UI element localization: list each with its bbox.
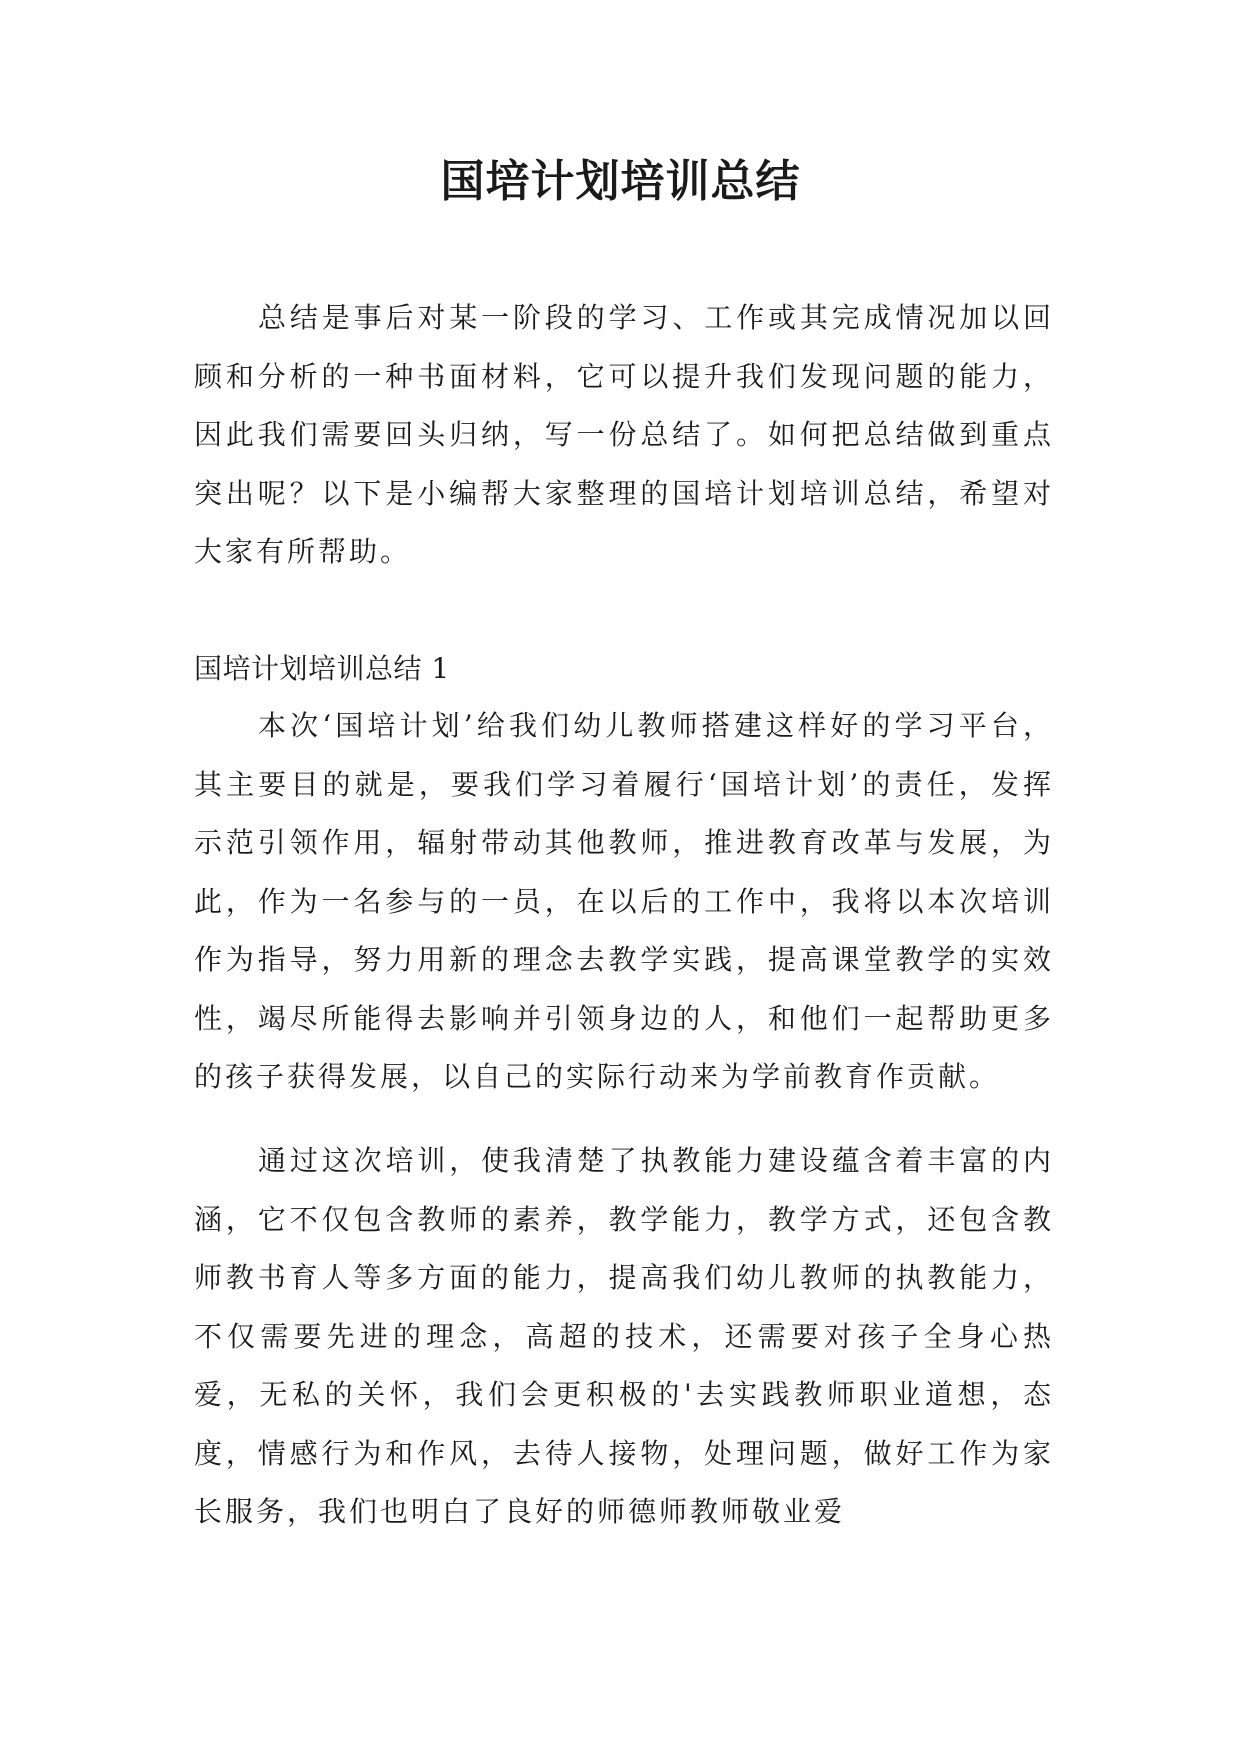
document-title: 国培计划培训总结 bbox=[440, 156, 801, 207]
body-paragraph-1: 本次‘国培计划’给我们幼儿教师搭建这样好的学习平台，其主要目的就是，要我们学习着履行‘国培计划’的责任，发挥示范引领作用，辐射带动其他教师，推进教育改革与发展，为此，作为一名参与的一员，在以后的工作中，我将以本次培训作为指导，努力用新的理念去教学实践，提高课堂教学的实效性，竭尽所能得去影响并引领身边的人，和他们一起帮助更多的孩子获得发展，以自己的实际行动来为学前教育作贡献。 bbox=[194, 709, 1054, 1093]
body-paragraph-2: 通过这次培训，使我清楚了执教能力建设蕴含着丰富的内涵，它不仅包含教师的素养，教学能力，教学方式，还包含教师教书育人等多方面的能力，提高我们幼儿教师的执教能力，不仅需要先进的理念，高超的技术，还需要对孩子全身心热爱，无私的关怀，我们会更积极的'去实践教师职业道想，态度，情感行为和作风，去待人接物，处理问题，做好工作为家长服务，我们也明白了良好的师德师教师敬业爱 bbox=[194, 1144, 1054, 1528]
section-heading: 国培计划培训总结 1 bbox=[194, 652, 450, 685]
intro-paragraph: 总结是事后对某一阶段的学习、工作或其完成情况加以回顾和分析的一种书面材料，它可以提升我们发现问题的能力，因此我们需要回头归纳，写一份总结了。如何把总结做到重点突出呢？以下是小编帮大家整理的国培计划培训总结，希望对大家有所帮助。 bbox=[194, 301, 1054, 568]
